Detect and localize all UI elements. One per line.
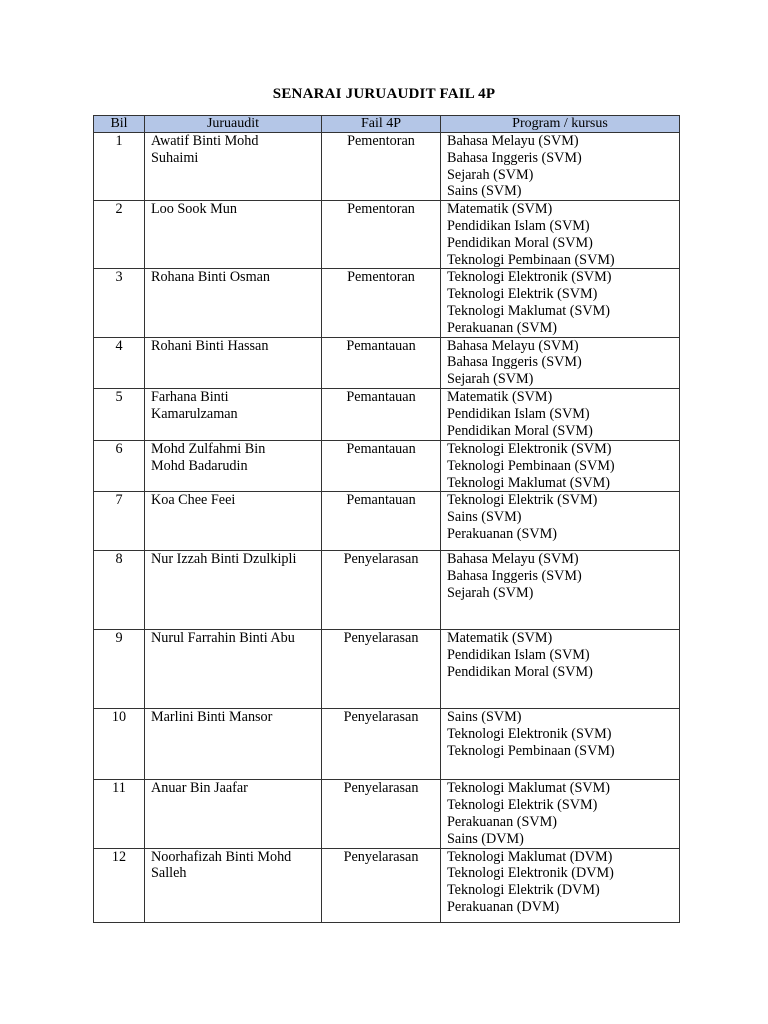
- program-item: Sains (SVM): [447, 709, 522, 726]
- header-fail-4p: Fail 4P: [322, 116, 441, 133]
- cell-juruaudit: [145, 780, 322, 848]
- table-row: [94, 780, 680, 848]
- table-row: [94, 440, 680, 491]
- cell-program-kursus: [441, 337, 680, 388]
- cell-bil: 8: [94, 551, 145, 630]
- cell-fail-4p: Pemantauan: [322, 388, 441, 440]
- table-row: [94, 630, 680, 709]
- cell-program-kursus: [441, 630, 680, 709]
- juruaudit-name-line: Nur Izzah Binti Dzulkipli: [151, 551, 297, 568]
- header-bil: Bil: [94, 116, 145, 133]
- program-item: Sains (SVM): [447, 509, 522, 526]
- table-row: [94, 848, 680, 922]
- cell-juruaudit: [145, 709, 322, 780]
- program-item: Sejarah (SVM): [447, 584, 534, 601]
- program-item: Teknologi Elektrik (SVM): [447, 492, 598, 509]
- program-item: Teknologi Elektronik (SVM): [447, 440, 612, 457]
- cell-bil: 2: [94, 201, 145, 269]
- cell-fail-4p: Pemantauan: [322, 440, 441, 491]
- cell-program-kursus: [441, 551, 680, 630]
- cell-fail-4p: Pementoran: [322, 133, 441, 201]
- table-row: [94, 133, 680, 201]
- juruaudit-name-line: Mohd Zulfahmi Bin: [151, 440, 266, 457]
- juruaudit-name-line: Awatif Binti Mohd: [151, 133, 259, 149]
- program-item: Teknologi Pembinaan (SVM): [447, 742, 615, 759]
- program-item: Pendidikan Islam (SVM): [447, 405, 590, 422]
- table-header-row: [94, 116, 680, 133]
- program-item: Teknologi Maklumat (DVM): [447, 848, 613, 865]
- juruaudit-name-line: Suhaimi: [151, 149, 199, 166]
- cell-fail-4p: Penyelarasan: [322, 630, 441, 709]
- program-item: Teknologi Elektronik (DVM): [447, 865, 614, 882]
- table-row: [94, 551, 680, 630]
- program-item: Perakuanan (SVM): [447, 319, 557, 336]
- program-item: Bahasa Inggeris (SVM): [447, 568, 582, 585]
- cell-program-kursus: [441, 848, 680, 922]
- cell-program-kursus: [441, 780, 680, 848]
- program-item: Bahasa Melayu (SVM): [447, 133, 579, 149]
- table-row: [94, 337, 680, 388]
- juruaudit-name-line: Rohana Binti Osman: [151, 269, 271, 286]
- program-item: Teknologi Pembinaan (SVM): [447, 457, 615, 474]
- program-item: Perakuanan (DVM): [447, 898, 560, 915]
- program-item: Pendidikan Moral (SVM): [447, 234, 593, 251]
- header-program-kursus: Program / kursus: [441, 116, 680, 133]
- cell-fail-4p: Penyelarasan: [322, 848, 441, 922]
- program-item: Bahasa Melayu (SVM): [447, 551, 579, 568]
- juruaudit-name-line: Loo Sook Mun: [151, 201, 237, 218]
- cell-program-kursus: [441, 269, 680, 337]
- cell-juruaudit: [145, 630, 322, 709]
- cell-juruaudit: [145, 269, 322, 337]
- program-item: Teknologi Maklumat (SVM): [447, 302, 610, 319]
- cell-juruaudit: [145, 848, 322, 922]
- cell-bil: 11: [94, 780, 145, 848]
- program-item: Sejarah (SVM): [447, 371, 534, 388]
- juruaudit-name-line: Anuar Bin Jaafar: [151, 780, 248, 797]
- cell-juruaudit: [145, 388, 322, 440]
- cell-program-kursus: [441, 201, 680, 269]
- program-item: Teknologi Elektrik (SVM): [447, 797, 598, 814]
- juruaudit-name-line: Salleh: [151, 865, 187, 882]
- cell-bil: 5: [94, 388, 145, 440]
- cell-fail-4p: Pemantauan: [322, 492, 441, 551]
- juruaudit-name-line: Mohd Badarudin: [151, 457, 248, 474]
- cell-program-kursus: [441, 440, 680, 491]
- juruaudit-name-line: Rohani Binti Hassan: [151, 337, 269, 354]
- cell-fail-4p: Penyelarasan: [322, 780, 441, 848]
- table-row: [94, 388, 680, 440]
- program-item: Teknologi Pembinaan (SVM): [447, 251, 615, 268]
- juruaudit-name-line: Koa Chee Feei: [151, 492, 236, 509]
- program-item: Pendidikan Islam (SVM): [447, 217, 590, 234]
- program-item: Bahasa Inggeris (SVM): [447, 149, 582, 166]
- cell-juruaudit: [145, 201, 322, 269]
- program-item: Matematik (SVM): [447, 201, 553, 218]
- table-row: [94, 492, 680, 551]
- cell-program-kursus: [441, 709, 680, 780]
- program-item: Teknologi Maklumat (SVM): [447, 780, 610, 797]
- table-row: [94, 201, 680, 269]
- program-item: Matematik (SVM): [447, 630, 553, 647]
- program-item: Perakuanan (SVM): [447, 813, 557, 830]
- cell-fail-4p: Pemantauan: [322, 337, 441, 388]
- program-item: Teknologi Elektronik (SVM): [447, 726, 612, 743]
- program-item: Bahasa Inggeris (SVM): [447, 354, 582, 371]
- cell-bil: 6: [94, 440, 145, 491]
- juruaudit-name-line: Farhana Binti: [151, 388, 229, 405]
- cell-bil: 7: [94, 492, 145, 551]
- cell-bil: 1: [94, 133, 145, 201]
- cell-fail-4p: Penyelarasan: [322, 709, 441, 780]
- cell-program-kursus: [441, 133, 680, 201]
- cell-bil: 12: [94, 848, 145, 922]
- program-item: Teknologi Maklumat (SVM): [447, 474, 610, 491]
- cell-juruaudit: [145, 492, 322, 551]
- cell-juruaudit: [145, 551, 322, 630]
- table-body: [94, 133, 680, 923]
- juruaudit-name-line: Marlini Binti Mansor: [151, 709, 273, 726]
- program-item: Perakuanan (SVM): [447, 525, 557, 542]
- juruaudit-name-line: Kamarulzaman: [151, 405, 238, 422]
- cell-fail-4p: Pementoran: [322, 201, 441, 269]
- program-item: Matematik (SVM): [447, 388, 553, 405]
- program-item: Sejarah (SVM): [447, 166, 534, 183]
- table-row: [94, 269, 680, 337]
- header-juruaudit: Juruaudit: [145, 116, 322, 133]
- document-title: SENARAI JURUAUDIT FAIL 4P: [272, 86, 496, 102]
- program-item: Sains (DVM): [447, 830, 524, 847]
- cell-program-kursus: [441, 388, 680, 440]
- program-item: Bahasa Melayu (SVM): [447, 337, 579, 354]
- cell-juruaudit: [145, 440, 322, 491]
- cell-bil: 3: [94, 269, 145, 337]
- juruaudit-name-line: Noorhafizah Binti Mohd: [151, 848, 292, 865]
- program-item: Pendidikan Moral (SVM): [447, 663, 593, 680]
- cell-bil: 4: [94, 337, 145, 388]
- program-item: Teknologi Elektronik (SVM): [447, 269, 612, 286]
- cell-bil: 10: [94, 709, 145, 780]
- cell-fail-4p: Pementoran: [322, 269, 441, 337]
- auditor-table: [93, 115, 680, 923]
- cell-program-kursus: [441, 492, 680, 551]
- program-item: Pendidikan Islam (SVM): [447, 647, 590, 664]
- cell-juruaudit: [145, 337, 322, 388]
- cell-fail-4p: Penyelarasan: [322, 551, 441, 630]
- program-item: Teknologi Elektrik (DVM): [447, 882, 600, 899]
- program-item: Pendidikan Moral (SVM): [447, 422, 593, 439]
- program-item: Teknologi Elektrik (SVM): [447, 286, 598, 303]
- table-row: [94, 709, 680, 780]
- cell-bil: 9: [94, 630, 145, 709]
- program-item: Sains (SVM): [447, 183, 522, 200]
- cell-juruaudit: [145, 133, 322, 201]
- juruaudit-name-line: Nurul Farrahin Binti Abu: [151, 630, 295, 647]
